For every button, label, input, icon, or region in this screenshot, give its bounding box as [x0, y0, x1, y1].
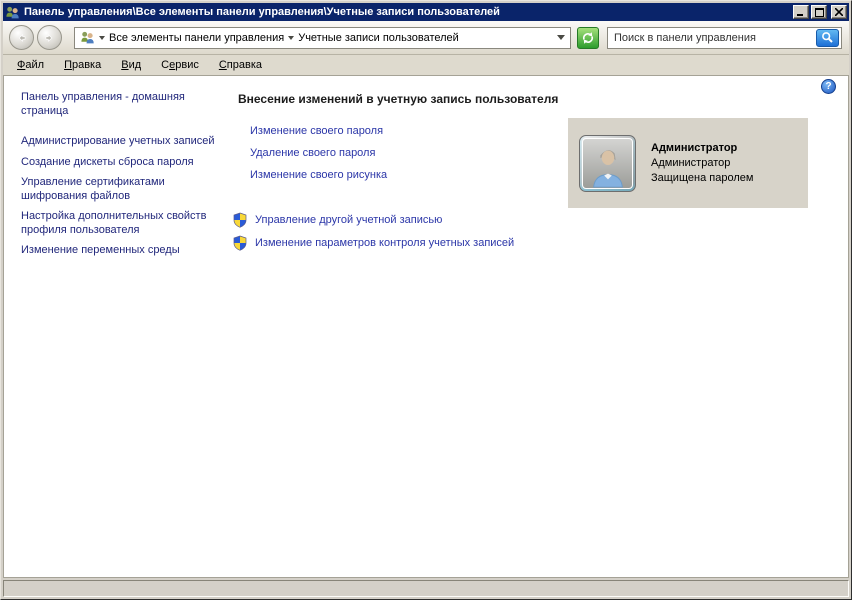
back-button[interactable] [9, 25, 34, 50]
admin-links [232, 212, 514, 258]
link-manage-another-account[interactable]: Управление другой учетной записью [232, 212, 514, 228]
account-links [250, 125, 387, 191]
help-button[interactable]: ? [821, 79, 836, 94]
user-info [651, 141, 753, 186]
content-area [3, 75, 849, 578]
maximize-button[interactable] [811, 5, 827, 19]
address-root-chevron-icon[interactable] [99, 36, 105, 40]
menu-tools[interactable]: Сервис [161, 59, 199, 71]
search-icon [821, 31, 834, 44]
close-button[interactable] [831, 5, 847, 19]
address-users-icon [80, 30, 95, 45]
search-input[interactable] [608, 32, 816, 44]
user-password-status: Защищена паролем [651, 171, 754, 184]
sidebar-item-file-encryption-certificates[interactable]: Управление сертификатами шифрования файлов [21, 176, 165, 202]
window-title: Панель управления\Все элементы панели управления\Учетные записи пользователей [24, 6, 500, 18]
minimize-button[interactable] [793, 5, 809, 19]
menu-file[interactable]: Файл [17, 59, 45, 71]
page-title: Внесение изменений в учетную запись пользователя [238, 92, 559, 106]
forward-button[interactable] [37, 25, 62, 50]
menu-edit[interactable]: Правка [64, 59, 102, 71]
sidebar-item-environment-variables[interactable]: Изменение переменных среды [21, 244, 180, 256]
user-name: Администратор [651, 141, 738, 154]
window-controls [793, 5, 847, 19]
back-arrow-icon [16, 31, 27, 45]
forward-arrow-icon [44, 31, 55, 45]
address-dropdown-icon[interactable] [557, 35, 565, 40]
address-bar[interactable] [74, 27, 571, 49]
user-account-type: Администратор [651, 156, 731, 169]
sidebar-item-advanced-profile-properties[interactable]: Настройка дополнительных свойств профиля пользователя [21, 210, 207, 236]
sidebar-tasks [21, 91, 225, 265]
close-icon [835, 8, 843, 16]
sidebar-item-password-reset-disk[interactable]: Создание дискеты сброса пароля [21, 155, 194, 168]
minimize-icon [797, 8, 805, 16]
menu-help[interactable]: Справка [218, 59, 263, 71]
menu-bar [3, 55, 849, 75]
uac-shield-icon [232, 235, 248, 251]
user-picture [579, 135, 636, 192]
breadcrumb-chevron-icon[interactable] [288, 36, 294, 40]
breadcrumb-all-items[interactable]: Все элементы панели управления [109, 31, 285, 44]
menu-view[interactable]: Вид [121, 59, 142, 71]
title-bar [3, 3, 849, 21]
search-box [607, 27, 842, 49]
navigation-toolbar [3, 21, 849, 55]
link-change-password[interactable]: Изменение своего пароля [250, 125, 384, 137]
link-change-uac-settings[interactable]: Изменение параметров контроля учетных записей [232, 235, 514, 251]
window-users-icon[interactable] [5, 5, 20, 20]
user-avatar-icon [585, 142, 631, 188]
search-button[interactable] [816, 29, 839, 47]
sidebar-item-control-panel-home[interactable]: Панель управления - домашняя страница [21, 91, 185, 117]
status-bar [3, 580, 849, 597]
link-remove-password[interactable]: Удаление своего пароля [250, 147, 376, 159]
breadcrumb-user-accounts[interactable]: Учетные записи пользователей [298, 31, 459, 44]
maximize-icon [815, 8, 824, 17]
sidebar-item-manage-accounts[interactable]: Администрирование учетных записей [21, 135, 215, 147]
refresh-button[interactable] [577, 27, 599, 49]
uac-shield-icon [232, 212, 248, 228]
link-change-picture[interactable]: Изменение своего рисунка [250, 169, 388, 181]
refresh-icon [581, 31, 595, 45]
user-account-tile [568, 118, 808, 208]
